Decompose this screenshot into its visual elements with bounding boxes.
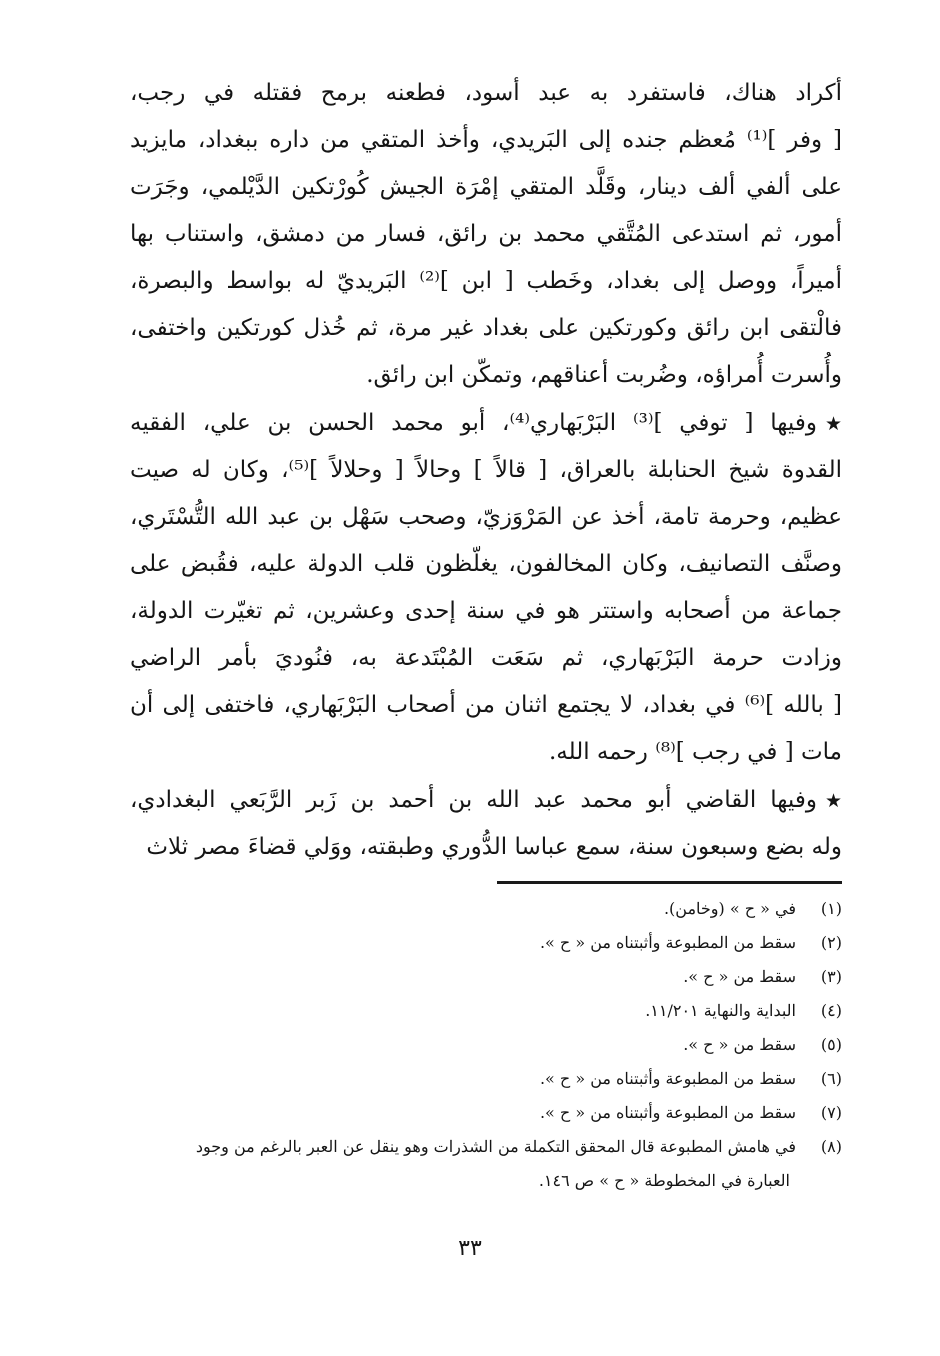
footnote-continuation: العبارة في المخطوطة « ح » ص ١٤٦. <box>538 1171 790 1190</box>
text-line <box>130 258 842 305</box>
footnote-text: سقط من المطبوعة وأثبتناه من « ح ». <box>539 933 796 952</box>
page-number: ٣٣ <box>458 1236 482 1261</box>
text-line-content: وله بضع وسبعون سنة، سمع عباسا الدُّوري وطبقته، ووَلي قضاءَ مصر ثلاث <box>146 834 842 860</box>
text-line-content: القدوة شيخ الحنابلة بالعراق، [ قالاً ] وحالاً [ وحلالاً ]⁽⁵⁾، وكان له صيت <box>130 457 842 483</box>
text-line-content: فالْتقى ابن رائق وكورتكين على بغداد غير مرة، ثم خُذل كورتكين واختفى، <box>130 315 842 341</box>
text-line-content: وفيها [ توفي ]⁽³⁾ البَرْبَهاري⁽⁴⁾، أبو محمد الحسن بن علي، الفقيه <box>130 410 817 436</box>
paragraph-1 <box>130 70 842 399</box>
text-line-content: وزادت حرمة البَرْبَهاري، ثم سَعَت المُبْتَدعة به، فنُوديَ بأمر الراضي <box>130 645 842 671</box>
footnote-number: (٨) <box>820 1137 842 1156</box>
footnote-number: (١) <box>820 899 842 918</box>
footnote-text: سقط من المطبوعة وأثبتناه من « ح ». <box>539 1103 796 1122</box>
text-line <box>130 352 842 399</box>
footnote-text: سقط من « ح ». <box>683 1035 796 1054</box>
text-line <box>130 777 842 824</box>
text-line-content: جماعة من أصحابه واستتر هو في سنة إحدى وعشرين، ثم تغيّرت الدولة، <box>130 598 842 624</box>
text-line-content: وأُسرت أُمراؤه، وضُربت أعناقهم، وتمكّن ابن رائق. <box>366 362 842 388</box>
footnote-text: سقط من « ح ». <box>683 967 796 986</box>
footnote-number: (٢) <box>820 933 842 952</box>
text-line <box>130 117 842 164</box>
text-line-content: على ألفي ألف دينار، وقَلَّد المتقي إمْرَة الجيش كُورْتكين الدَّيْلمي، وجَرَت <box>130 174 842 200</box>
footnote-number: (٦) <box>820 1069 842 1088</box>
text-line <box>130 541 842 588</box>
text-line <box>130 729 842 776</box>
footnote-item <box>130 1028 842 1062</box>
text-line-content: [ وفر ]⁽¹⁾ مُعظم جنده إلى البَريدي، وأخذ المتقي من داره ببغداد، مايزيد <box>130 127 842 153</box>
text-line-content: وفيها القاضي أبو محمد عبد الله بن أحمد بن زَبر الرَّبَعي البغدادي، <box>130 787 817 813</box>
text-line <box>130 682 842 729</box>
paragraph-2 <box>130 400 842 776</box>
text-line <box>130 164 842 211</box>
text-line <box>130 211 842 258</box>
footnote-text: في هامش المطبوعة قال المحقق التكملة من الشذرات وهو ينقل عن العبر بالرغم من وجود <box>195 1137 796 1156</box>
text-line-content: مات [ في رجب ]⁽⁸⁾ رحمه الله. <box>548 739 842 765</box>
footnote-number: (٤) <box>820 1001 842 1020</box>
text-line-content: وصنَّف التصانيف، وكان المخالفون، يغلّظون قلب الدولة عليه، فقُبض على <box>130 551 842 577</box>
text-line-content: أميراً، ووصل إلى بغداد، وخَطب [ ابن ]⁽²⁾ البَريديّ له بواسط والبصرة، <box>130 268 842 294</box>
star-marker-icon: ★ <box>824 413 842 435</box>
text-line-content: أمور، ثم استدعى المُتَّقي محمد بن رائق، فسار من دمشق، واستناب بها <box>130 221 842 247</box>
footnote-item <box>130 1096 842 1130</box>
footnote-text: البداية والنهاية ١١/٢٠١. <box>645 1001 796 1020</box>
footnote-item <box>130 892 842 926</box>
footnote-item <box>130 994 842 1028</box>
star-marker-icon: ★ <box>824 790 842 812</box>
footnote-item <box>130 1062 842 1096</box>
text-line <box>130 588 842 635</box>
footnotes-list <box>130 892 842 1198</box>
text-line <box>130 494 842 541</box>
footnote-item <box>130 926 842 960</box>
text-line <box>130 447 842 494</box>
footnote-number: (٥) <box>820 1035 842 1054</box>
text-line <box>130 824 842 871</box>
footnote-text: سقط من المطبوعة وأثبتناه من « ح ». <box>539 1069 796 1088</box>
footnote-item <box>130 960 842 994</box>
text-line-content: عظيم، وحرمة تامة، أخذ عن المَرْوَزيّ، وصحب سَهْل بن عبد الله التُّسْتَري، <box>130 504 842 530</box>
footnote-item <box>130 1130 842 1164</box>
footnote-number: (٣) <box>820 967 842 986</box>
footnote-number: (٧) <box>820 1103 842 1122</box>
text-line <box>130 400 842 447</box>
paragraph-3 <box>130 777 842 871</box>
footnote-text: في « ح » (وخامن). <box>663 899 796 918</box>
text-line-content: أكراد هناك، فاستفرد به عبد أسود، فطعنه برمح فقتله في رجب، <box>130 80 842 106</box>
text-line <box>130 635 842 682</box>
text-line <box>130 70 842 117</box>
footnote-divider <box>497 881 842 884</box>
text-line <box>130 305 842 352</box>
text-line-content: [ بالله ]⁽⁶⁾ في بغداد، لا يجتمع اثنان من أصحاب البَرْبَهاري، فاختفى إلى أن <box>130 692 842 718</box>
